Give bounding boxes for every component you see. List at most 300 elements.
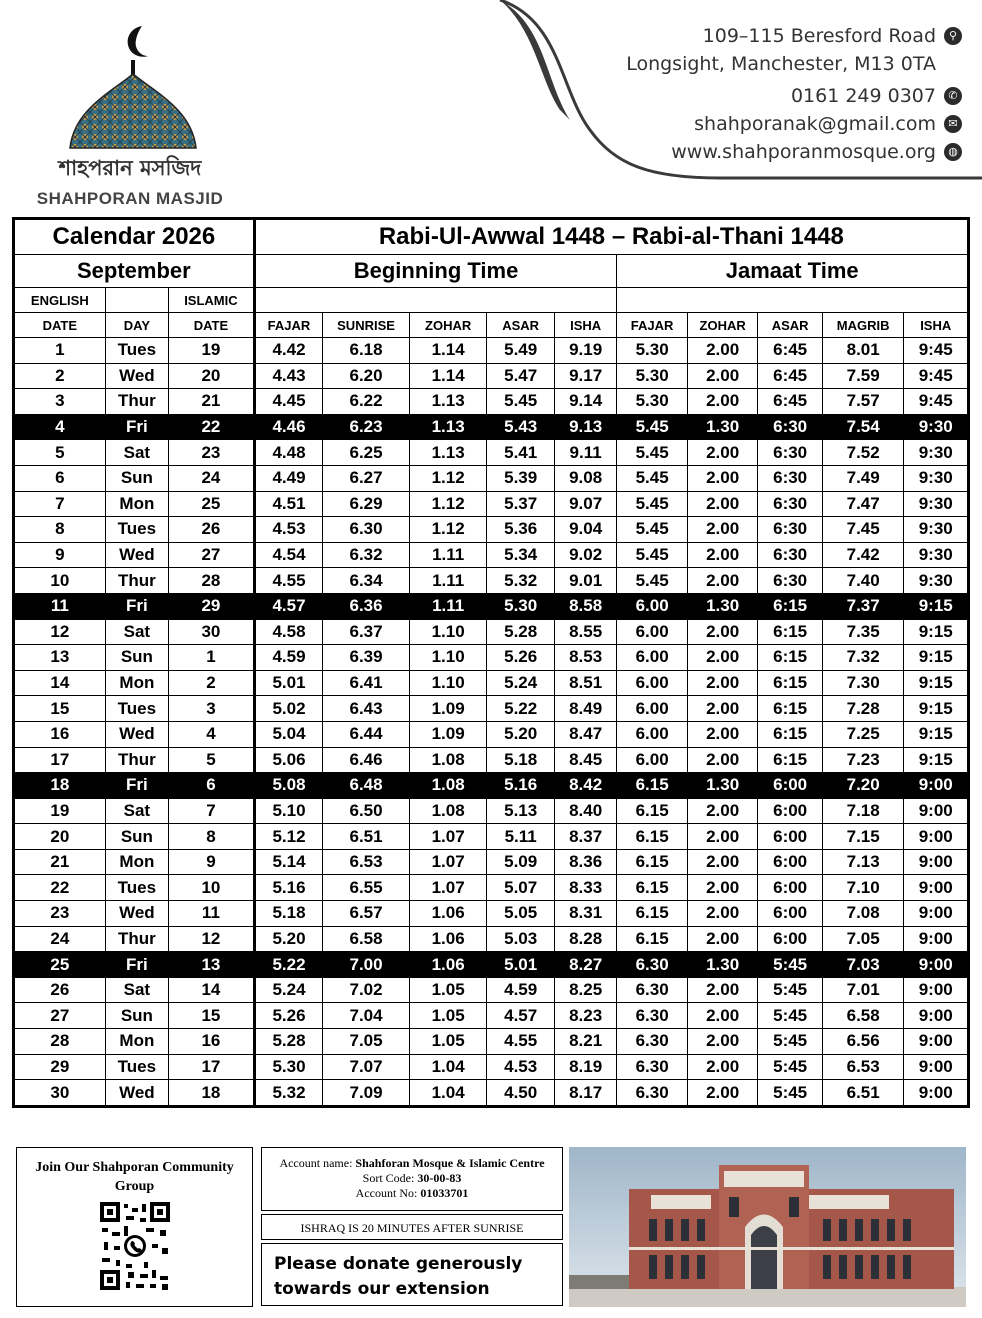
cell-fajar-jamaat: 6.00 bbox=[617, 593, 688, 619]
cell-magrib-jamaat: 7.45 bbox=[822, 517, 904, 543]
cell-day: Wed bbox=[105, 721, 168, 747]
cell-zohar-jamaat: 2.00 bbox=[687, 568, 758, 594]
table-row bbox=[15, 670, 968, 696]
cell-zohar-begin: 1.10 bbox=[409, 645, 487, 671]
cell-fajar-begin: 5.10 bbox=[254, 798, 323, 824]
cell-fajar-begin: 4.48 bbox=[254, 440, 323, 466]
cell-date-en: 27 bbox=[15, 1003, 106, 1029]
cell-zohar-begin: 1.11 bbox=[409, 542, 487, 568]
cell-zohar-begin: 1.12 bbox=[409, 517, 487, 543]
cell-isha-begin: 8.37 bbox=[554, 824, 616, 850]
cell-isha-jamaat: 9:30 bbox=[904, 414, 968, 440]
cell-sunrise: 6.41 bbox=[323, 670, 410, 696]
calendar-year-title: Calendar 2026 bbox=[15, 220, 255, 255]
cell-sunrise: 6.46 bbox=[323, 747, 410, 773]
cell-isha-jamaat: 9:45 bbox=[904, 338, 968, 364]
cell-date-en: 8 bbox=[15, 517, 106, 543]
col-header-fajar-begin: FAJAR bbox=[254, 313, 323, 338]
cell-isha-begin: 9.08 bbox=[554, 465, 616, 491]
cell-zohar-jamaat: 2.00 bbox=[687, 721, 758, 747]
cell-zohar-begin: 1.04 bbox=[409, 1080, 487, 1106]
cell-zohar-begin: 1.14 bbox=[409, 338, 487, 364]
cell-asar-begin: 5.24 bbox=[487, 670, 554, 696]
cell-asar-jamaat: 6:15 bbox=[758, 721, 822, 747]
cell-fajar-jamaat: 6.30 bbox=[617, 1003, 688, 1029]
cell-asar-begin: 4.59 bbox=[487, 977, 554, 1003]
cell-zohar-jamaat: 2.00 bbox=[687, 338, 758, 364]
cell-date-en: 22 bbox=[15, 875, 106, 901]
cell-fajar-jamaat: 6.15 bbox=[617, 798, 688, 824]
table-row bbox=[15, 696, 968, 722]
cell-date-en: 18 bbox=[15, 773, 106, 799]
cell-asar-jamaat: 5:45 bbox=[758, 1003, 822, 1029]
cell-zohar-jamaat: 2.00 bbox=[687, 1029, 758, 1055]
cell-magrib-jamaat: 7.03 bbox=[822, 952, 904, 978]
cell-isha-jamaat: 9:00 bbox=[904, 875, 968, 901]
cell-fajar-begin: 5.28 bbox=[254, 1029, 323, 1055]
cell-isha-begin: 8.21 bbox=[554, 1029, 616, 1055]
cell-zohar-jamaat: 2.00 bbox=[687, 824, 758, 850]
cell-magrib-jamaat: 7.15 bbox=[822, 824, 904, 850]
cell-sunrise: 7.05 bbox=[323, 1029, 410, 1055]
cell-fajar-jamaat: 6.00 bbox=[617, 645, 688, 671]
cell-asar-begin: 5.26 bbox=[487, 645, 554, 671]
cell-magrib-jamaat: 7.59 bbox=[822, 363, 904, 389]
cell-date-islamic: 4 bbox=[169, 721, 255, 747]
prayer-timetable bbox=[12, 217, 970, 1108]
cell-day: Sat bbox=[105, 798, 168, 824]
cell-date-islamic: 30 bbox=[169, 619, 255, 645]
cell-date-islamic: 22 bbox=[169, 414, 255, 440]
sort-code-line: Sort Code: 30-00-83 bbox=[362, 1171, 462, 1185]
cell-fajar-begin: 5.12 bbox=[254, 824, 323, 850]
cell-fajar-jamaat: 5.45 bbox=[617, 517, 688, 543]
cell-day: Wed bbox=[105, 363, 168, 389]
cell-fajar-begin: 4.58 bbox=[254, 619, 323, 645]
cell-isha-jamaat: 9:15 bbox=[904, 593, 968, 619]
table-row-friday bbox=[15, 593, 968, 619]
cell-isha-begin: 8.58 bbox=[554, 593, 616, 619]
cell-day: Tues bbox=[105, 1054, 168, 1080]
cell-day: Sun bbox=[105, 824, 168, 850]
cell-fajar-jamaat: 5.45 bbox=[617, 414, 688, 440]
cell-day: Sat bbox=[105, 619, 168, 645]
cell-isha-jamaat: 9:15 bbox=[904, 721, 968, 747]
cell-sunrise: 6.57 bbox=[323, 901, 410, 927]
cell-zohar-begin: 1.06 bbox=[409, 952, 487, 978]
cell-fajar-jamaat: 5.45 bbox=[617, 491, 688, 517]
cell-fajar-jamaat: 6.15 bbox=[617, 875, 688, 901]
cell-asar-begin: 4.55 bbox=[487, 1029, 554, 1055]
cell-zohar-begin: 1.08 bbox=[409, 798, 487, 824]
cell-magrib-jamaat: 7.28 bbox=[822, 696, 904, 722]
table-row bbox=[15, 363, 968, 389]
cell-magrib-jamaat: 7.49 bbox=[822, 465, 904, 491]
cell-date-islamic: 5 bbox=[169, 747, 255, 773]
cell-isha-jamaat: 9:00 bbox=[904, 926, 968, 952]
cell-asar-jamaat: 6:30 bbox=[758, 465, 822, 491]
cell-date-islamic: 20 bbox=[169, 363, 255, 389]
cell-magrib-jamaat: 7.47 bbox=[822, 491, 904, 517]
cell-fajar-jamaat: 5.45 bbox=[617, 440, 688, 466]
donation-appeal: Please donate generously towards our extension bbox=[261, 1243, 563, 1306]
cell-date-en: 6 bbox=[15, 465, 106, 491]
cell-fajar-begin: 5.16 bbox=[254, 875, 323, 901]
cell-zohar-jamaat: 1.30 bbox=[687, 952, 758, 978]
cell-asar-begin: 5.22 bbox=[487, 696, 554, 722]
cell-isha-begin: 9.11 bbox=[554, 440, 616, 466]
cell-date-islamic: 1 bbox=[169, 645, 255, 671]
cell-zohar-jamaat: 2.00 bbox=[687, 670, 758, 696]
cell-date-islamic: 11 bbox=[169, 901, 255, 927]
phone-icon: ✆ bbox=[944, 87, 962, 105]
cell-day: Thur bbox=[105, 389, 168, 415]
cell-sunrise: 6.50 bbox=[323, 798, 410, 824]
cell-zohar-begin: 1.14 bbox=[409, 363, 487, 389]
cell-zohar-begin: 1.13 bbox=[409, 389, 487, 415]
cell-fajar-begin: 4.59 bbox=[254, 645, 323, 671]
cell-asar-begin: 5.32 bbox=[487, 568, 554, 594]
cell-date-islamic: 3 bbox=[169, 696, 255, 722]
table-row bbox=[15, 875, 968, 901]
cell-asar-begin: 4.53 bbox=[487, 1054, 554, 1080]
cell-isha-begin: 8.28 bbox=[554, 926, 616, 952]
cell-magrib-jamaat: 6.53 bbox=[822, 1054, 904, 1080]
cell-fajar-begin: 4.46 bbox=[254, 414, 323, 440]
cell-asar-begin: 5.37 bbox=[487, 491, 554, 517]
table-row bbox=[15, 645, 968, 671]
cell-fajar-begin: 4.55 bbox=[254, 568, 323, 594]
cell-isha-begin: 9.02 bbox=[554, 542, 616, 568]
cell-day: Thur bbox=[105, 747, 168, 773]
cell-fajar-begin: 4.54 bbox=[254, 542, 323, 568]
cell-asar-jamaat: 6:30 bbox=[758, 440, 822, 466]
cell-date-en: 21 bbox=[15, 849, 106, 875]
cell-day: Fri bbox=[105, 593, 168, 619]
cell-date-islamic: 16 bbox=[169, 1029, 255, 1055]
cell-fajar-begin: 5.02 bbox=[254, 696, 323, 722]
cell-fajar-jamaat: 6.15 bbox=[617, 901, 688, 927]
table-row bbox=[15, 440, 968, 466]
cell-zohar-begin: 1.04 bbox=[409, 1054, 487, 1080]
cell-asar-begin: 5.49 bbox=[487, 338, 554, 364]
table-row bbox=[15, 824, 968, 850]
cell-date-en: 7 bbox=[15, 491, 106, 517]
mosque-logo bbox=[30, 22, 230, 208]
cell-fajar-begin: 5.20 bbox=[254, 926, 323, 952]
cell-sunrise: 6.58 bbox=[323, 926, 410, 952]
cell-isha-jamaat: 9:15 bbox=[904, 747, 968, 773]
cell-sunrise: 6.20 bbox=[323, 363, 410, 389]
cell-isha-begin: 9.07 bbox=[554, 491, 616, 517]
cell-sunrise: 6.44 bbox=[323, 721, 410, 747]
cell-magrib-jamaat: 7.54 bbox=[822, 414, 904, 440]
cell-fajar-begin: 4.45 bbox=[254, 389, 323, 415]
cell-sunrise: 7.07 bbox=[323, 1054, 410, 1080]
cell-isha-jamaat: 9:15 bbox=[904, 645, 968, 671]
cell-date-en: 19 bbox=[15, 798, 106, 824]
qr-code-icon[interactable] bbox=[100, 1202, 170, 1290]
month-title: September bbox=[15, 255, 255, 288]
cell-asar-jamaat: 5:45 bbox=[758, 1054, 822, 1080]
bank-account-box bbox=[261, 1147, 563, 1211]
cell-fajar-jamaat: 6.15 bbox=[617, 773, 688, 799]
cell-asar-jamaat: 6:45 bbox=[758, 363, 822, 389]
cell-asar-begin: 5.28 bbox=[487, 619, 554, 645]
cell-fajar-begin: 4.42 bbox=[254, 338, 323, 364]
cell-isha-jamaat: 9:00 bbox=[904, 901, 968, 927]
cell-isha-jamaat: 9:30 bbox=[904, 440, 968, 466]
cell-fajar-jamaat: 6.15 bbox=[617, 849, 688, 875]
cell-asar-jamaat: 6:15 bbox=[758, 670, 822, 696]
cell-isha-begin: 8.31 bbox=[554, 901, 616, 927]
cell-zohar-begin: 1.12 bbox=[409, 465, 487, 491]
cell-isha-jamaat: 9:00 bbox=[904, 1080, 968, 1106]
envelope-icon: ✉ bbox=[944, 115, 962, 133]
col-header-zohar-jamaat: ZOHAR bbox=[687, 313, 758, 338]
cell-isha-jamaat: 9:30 bbox=[904, 542, 968, 568]
cell-asar-begin: 5.07 bbox=[487, 875, 554, 901]
cell-zohar-jamaat: 2.00 bbox=[687, 798, 758, 824]
cell-isha-jamaat: 9:00 bbox=[904, 849, 968, 875]
col-header-asar-jamaat: ASAR bbox=[758, 313, 822, 338]
cell-fajar-jamaat: 6.00 bbox=[617, 721, 688, 747]
cell-zohar-begin: 1.08 bbox=[409, 773, 487, 799]
col-header-sunrise: SUNRISE bbox=[323, 313, 410, 338]
cell-asar-jamaat: 5:45 bbox=[758, 1080, 822, 1106]
cell-fajar-jamaat: 6.30 bbox=[617, 1054, 688, 1080]
cell-fajar-jamaat: 6.30 bbox=[617, 952, 688, 978]
islamic-label: ISLAMIC bbox=[169, 288, 255, 313]
cell-date-islamic: 19 bbox=[169, 338, 255, 364]
cell-zohar-jamaat: 2.00 bbox=[687, 849, 758, 875]
table-row-friday bbox=[15, 952, 968, 978]
table-row bbox=[15, 1054, 968, 1080]
cell-zohar-begin: 1.07 bbox=[409, 824, 487, 850]
cell-magrib-jamaat: 7.57 bbox=[822, 389, 904, 415]
col-header-zohar-begin: ZOHAR bbox=[409, 313, 487, 338]
cell-date-islamic: 15 bbox=[169, 1003, 255, 1029]
cell-day: Tues bbox=[105, 875, 168, 901]
cell-date-en: 25 bbox=[15, 952, 106, 978]
cell-fajar-begin: 4.53 bbox=[254, 517, 323, 543]
cell-zohar-begin: 1.09 bbox=[409, 696, 487, 722]
cell-date-en: 17 bbox=[15, 747, 106, 773]
cell-asar-begin: 4.50 bbox=[487, 1080, 554, 1106]
cell-zohar-jamaat: 1.30 bbox=[687, 773, 758, 799]
col-header-isha-begin: ISHA bbox=[554, 313, 616, 338]
cell-sunrise: 6.36 bbox=[323, 593, 410, 619]
cell-isha-jamaat: 9:00 bbox=[904, 952, 968, 978]
cell-isha-begin: 8.55 bbox=[554, 619, 616, 645]
table-row-friday bbox=[15, 773, 968, 799]
cell-date-islamic: 9 bbox=[169, 849, 255, 875]
cell-isha-begin: 9.04 bbox=[554, 517, 616, 543]
table-row bbox=[15, 721, 968, 747]
cell-asar-begin: 5.36 bbox=[487, 517, 554, 543]
cell-date-en: 15 bbox=[15, 696, 106, 722]
cell-isha-jamaat: 9:15 bbox=[904, 619, 968, 645]
cell-fajar-jamaat: 6.15 bbox=[617, 824, 688, 850]
account-number-line: Account No: 01033701 bbox=[355, 1186, 469, 1200]
cell-fajar-jamaat: 6.00 bbox=[617, 747, 688, 773]
cell-zohar-begin: 1.05 bbox=[409, 1003, 487, 1029]
cell-magrib-jamaat: 7.40 bbox=[822, 568, 904, 594]
cell-isha-jamaat: 9:00 bbox=[904, 773, 968, 799]
cell-zohar-jamaat: 2.00 bbox=[687, 619, 758, 645]
cell-fajar-begin: 5.06 bbox=[254, 747, 323, 773]
cell-asar-begin: 5.20 bbox=[487, 721, 554, 747]
cell-date-islamic: 21 bbox=[169, 389, 255, 415]
cell-asar-begin: 5.09 bbox=[487, 849, 554, 875]
cell-zohar-begin: 1.09 bbox=[409, 721, 487, 747]
cell-asar-jamaat: 6:00 bbox=[758, 849, 822, 875]
cell-asar-jamaat: 6:00 bbox=[758, 773, 822, 799]
cell-isha-begin: 8.40 bbox=[554, 798, 616, 824]
cell-day: Mon bbox=[105, 670, 168, 696]
cell-zohar-jamaat: 2.00 bbox=[687, 491, 758, 517]
cell-date-en: 28 bbox=[15, 1029, 106, 1055]
cell-isha-begin: 8.53 bbox=[554, 645, 616, 671]
cell-isha-begin: 8.36 bbox=[554, 849, 616, 875]
cell-fajar-begin: 5.30 bbox=[254, 1054, 323, 1080]
table-row bbox=[15, 389, 968, 415]
cell-fajar-begin: 5.14 bbox=[254, 849, 323, 875]
cell-fajar-jamaat: 6.00 bbox=[617, 670, 688, 696]
cell-fajar-jamaat: 6.00 bbox=[617, 619, 688, 645]
cell-asar-begin: 5.45 bbox=[487, 389, 554, 415]
cell-date-islamic: 28 bbox=[169, 568, 255, 594]
cell-date-islamic: 2 bbox=[169, 670, 255, 696]
table-row bbox=[15, 798, 968, 824]
jamaat-time-header: Jamaat Time bbox=[617, 255, 968, 288]
page-footer bbox=[0, 1140, 982, 1318]
cell-asar-jamaat: 6:30 bbox=[758, 491, 822, 517]
cell-isha-begin: 8.25 bbox=[554, 977, 616, 1003]
cell-magrib-jamaat: 6.56 bbox=[822, 1029, 904, 1055]
cell-zohar-jamaat: 2.00 bbox=[687, 1080, 758, 1106]
timetable-body bbox=[15, 338, 968, 1106]
cell-sunrise: 6.37 bbox=[323, 619, 410, 645]
cell-magrib-jamaat: 7.18 bbox=[822, 798, 904, 824]
column-header-row bbox=[15, 313, 968, 338]
table-row bbox=[15, 517, 968, 543]
col-header-day: DAY bbox=[105, 313, 168, 338]
address-line-1: 109–115 Beresford Road ⚲ bbox=[542, 22, 962, 50]
cell-date-en: 30 bbox=[15, 1080, 106, 1106]
cell-magrib-jamaat: 7.01 bbox=[822, 977, 904, 1003]
cell-sunrise: 6.53 bbox=[323, 849, 410, 875]
cell-asar-begin: 5.05 bbox=[487, 901, 554, 927]
col-header-fajar-jamaat: FAJAR bbox=[617, 313, 688, 338]
cell-zohar-begin: 1.10 bbox=[409, 670, 487, 696]
cell-isha-begin: 8.45 bbox=[554, 747, 616, 773]
cell-fajar-jamaat: 6.30 bbox=[617, 977, 688, 1003]
cell-date-en: 16 bbox=[15, 721, 106, 747]
cell-isha-jamaat: 9:00 bbox=[904, 1003, 968, 1029]
table-row bbox=[15, 926, 968, 952]
cell-asar-jamaat: 6:30 bbox=[758, 542, 822, 568]
cell-isha-jamaat: 9:30 bbox=[904, 465, 968, 491]
cell-zohar-jamaat: 2.00 bbox=[687, 465, 758, 491]
cell-isha-begin: 8.27 bbox=[554, 952, 616, 978]
cell-asar-begin: 5.30 bbox=[487, 593, 554, 619]
cell-magrib-jamaat: 7.10 bbox=[822, 875, 904, 901]
cell-asar-begin: 5.41 bbox=[487, 440, 554, 466]
cell-zohar-begin: 1.06 bbox=[409, 926, 487, 952]
cell-isha-begin: 9.01 bbox=[554, 568, 616, 594]
cell-asar-jamaat: 6:00 bbox=[758, 798, 822, 824]
cell-zohar-jamaat: 2.00 bbox=[687, 389, 758, 415]
cell-asar-jamaat: 6:15 bbox=[758, 645, 822, 671]
cell-fajar-begin: 5.24 bbox=[254, 977, 323, 1003]
cell-fajar-begin: 5.04 bbox=[254, 721, 323, 747]
cell-fajar-begin: 5.08 bbox=[254, 773, 323, 799]
cell-sunrise: 6.25 bbox=[323, 440, 410, 466]
cell-asar-begin: 5.43 bbox=[487, 414, 554, 440]
table-row bbox=[15, 338, 968, 364]
table-row bbox=[15, 619, 968, 645]
cell-day: Thur bbox=[105, 568, 168, 594]
cell-date-en: 2 bbox=[15, 363, 106, 389]
cell-zohar-jamaat: 2.00 bbox=[687, 517, 758, 543]
cell-asar-jamaat: 5:45 bbox=[758, 952, 822, 978]
cell-magrib-jamaat: 7.32 bbox=[822, 645, 904, 671]
cell-isha-begin: 8.47 bbox=[554, 721, 616, 747]
cell-magrib-jamaat: 6.58 bbox=[822, 1003, 904, 1029]
cell-magrib-jamaat: 7.13 bbox=[822, 849, 904, 875]
table-row bbox=[15, 901, 968, 927]
cell-day: Fri bbox=[105, 414, 168, 440]
cell-zohar-begin: 1.07 bbox=[409, 849, 487, 875]
cell-sunrise: 7.09 bbox=[323, 1080, 410, 1106]
cell-asar-begin: 5.13 bbox=[487, 798, 554, 824]
cell-asar-jamaat: 6:45 bbox=[758, 338, 822, 364]
cell-asar-jamaat: 6:00 bbox=[758, 901, 822, 927]
cell-date-islamic: 7 bbox=[169, 798, 255, 824]
cell-date-en: 26 bbox=[15, 977, 106, 1003]
cell-sunrise: 7.00 bbox=[323, 952, 410, 978]
cell-fajar-begin: 4.43 bbox=[254, 363, 323, 389]
cell-asar-begin: 5.01 bbox=[487, 952, 554, 978]
cell-sunrise: 6.51 bbox=[323, 824, 410, 850]
cell-zohar-jamaat: 1.30 bbox=[687, 414, 758, 440]
table-row bbox=[15, 1080, 968, 1106]
cell-zohar-jamaat: 2.00 bbox=[687, 747, 758, 773]
cell-date-islamic: 12 bbox=[169, 926, 255, 952]
col-header-isha-jamaat: ISHA bbox=[904, 313, 968, 338]
cell-date-en: 4 bbox=[15, 414, 106, 440]
cell-magrib-jamaat: 7.42 bbox=[822, 542, 904, 568]
cell-sunrise: 7.02 bbox=[323, 977, 410, 1003]
cell-magrib-jamaat: 7.25 bbox=[822, 721, 904, 747]
cell-asar-jamaat: 6:45 bbox=[758, 389, 822, 415]
timetable-grid bbox=[14, 219, 968, 1106]
cell-sunrise: 6.32 bbox=[323, 542, 410, 568]
cell-fajar-begin: 4.57 bbox=[254, 593, 323, 619]
cell-day: Tues bbox=[105, 338, 168, 364]
mosque-name-bengali: শাহপরান মসজিদ bbox=[58, 156, 202, 180]
cell-date-islamic: 29 bbox=[169, 593, 255, 619]
cell-isha-jamaat: 9:45 bbox=[904, 363, 968, 389]
cell-date-islamic: 10 bbox=[169, 875, 255, 901]
cell-zohar-begin: 1.13 bbox=[409, 414, 487, 440]
phone-line: 0161 249 0307 ✆ bbox=[542, 82, 962, 110]
cell-sunrise: 6.43 bbox=[323, 696, 410, 722]
islamic-months-title: Rabi-Ul-Awwal 1448 – Rabi-al-Thani 1448 bbox=[254, 220, 967, 255]
ishraq-note: ISHRAQ IS 20 MINUTES AFTER SUNRISE bbox=[261, 1214, 563, 1240]
cell-asar-begin: 5.47 bbox=[487, 363, 554, 389]
